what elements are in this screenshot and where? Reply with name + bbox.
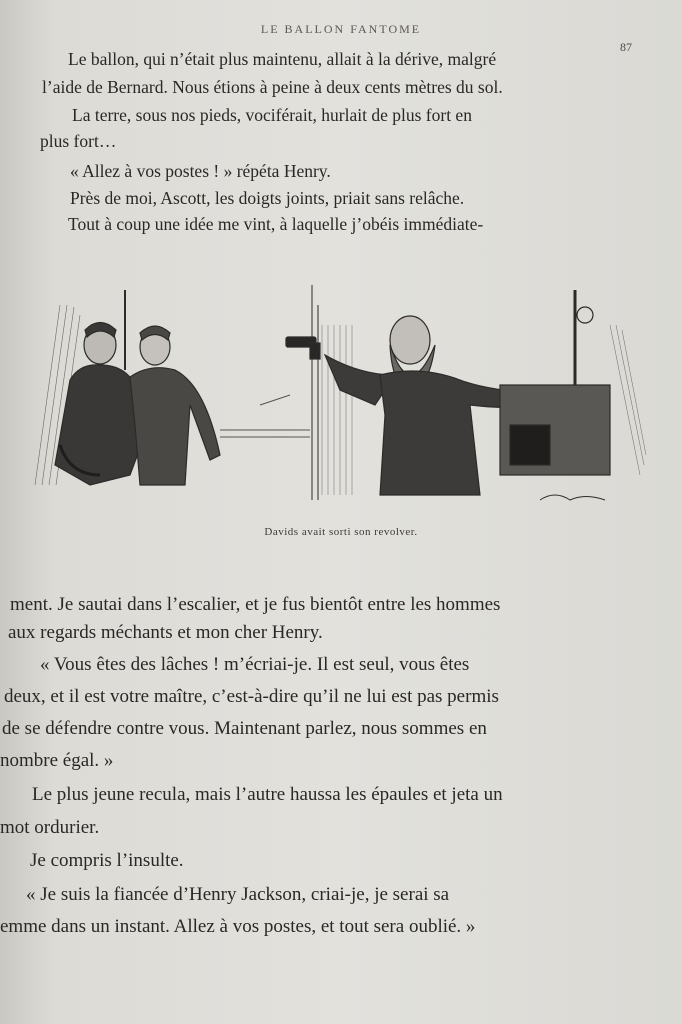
text-line: aux regards méchants et mon cher Henry. <box>8 622 323 643</box>
text-line: La terre, sous nos pieds, vociférait, hurlait de plus fort en <box>72 105 472 125</box>
railing <box>220 395 310 437</box>
page-number: 87 <box>620 40 632 54</box>
text-line: Près de moi, Ascott, les doigts joints, priait sans relâche. <box>70 188 465 208</box>
machinery <box>500 290 610 475</box>
text-line: « Je suis la fiancée d’Henry Jackson, criai-je, je serai sa <box>26 884 450 905</box>
text-line: nombre égal. » <box>0 750 114 771</box>
text-line: Le plus jeune recula, mais l’autre haussa les épaules et jeta un <box>32 784 503 805</box>
running-title: LE BALLON FANTOME <box>260 22 422 36</box>
text-line: de se défendre contre vous. Maintenant parlez, nous sommes en <box>2 718 487 739</box>
text-line: l’aide de Bernard. Nous étions à peine à deux cents mètres du sol. <box>42 77 503 97</box>
text-line: emme dans un instant. Allez à vos postes, et tout sera oublié. » <box>0 916 476 937</box>
text-line: « Allez à vos postes ! » répéta Henry. <box>70 161 331 181</box>
text-line: deux, et il est votre maître, c’est-à-dire qu’il ne lui est pas permis <box>4 686 499 707</box>
artist-signature <box>540 495 605 500</box>
text-line: mot ordurier. <box>0 817 100 838</box>
text-line: plus fort… <box>40 131 117 151</box>
text-line: « Vous êtes des lâches ! m’écriai-je. Il est seul, vous êtes <box>40 654 470 675</box>
door-frame <box>312 285 318 500</box>
illustration-caption: Davids avait sorti son revolver. <box>264 526 418 538</box>
text-line: ment. Je sautai dans l’escalier, et je fus bientôt entre les hommes <box>10 594 501 615</box>
text-line: Tout à coup une idée me vint, à laquelle j’obéis immédiate- <box>68 214 484 234</box>
revolver-icon <box>286 337 320 359</box>
hatching-right <box>610 325 646 475</box>
sailor-right <box>130 326 220 485</box>
hatching-door <box>322 325 352 495</box>
text-line: Je compris l’insulte. <box>30 850 184 871</box>
text-line: Le ballon, qui n’était plus maintenu, allait à la dérive, malgré <box>68 49 497 69</box>
engraving-illustration <box>30 285 648 507</box>
